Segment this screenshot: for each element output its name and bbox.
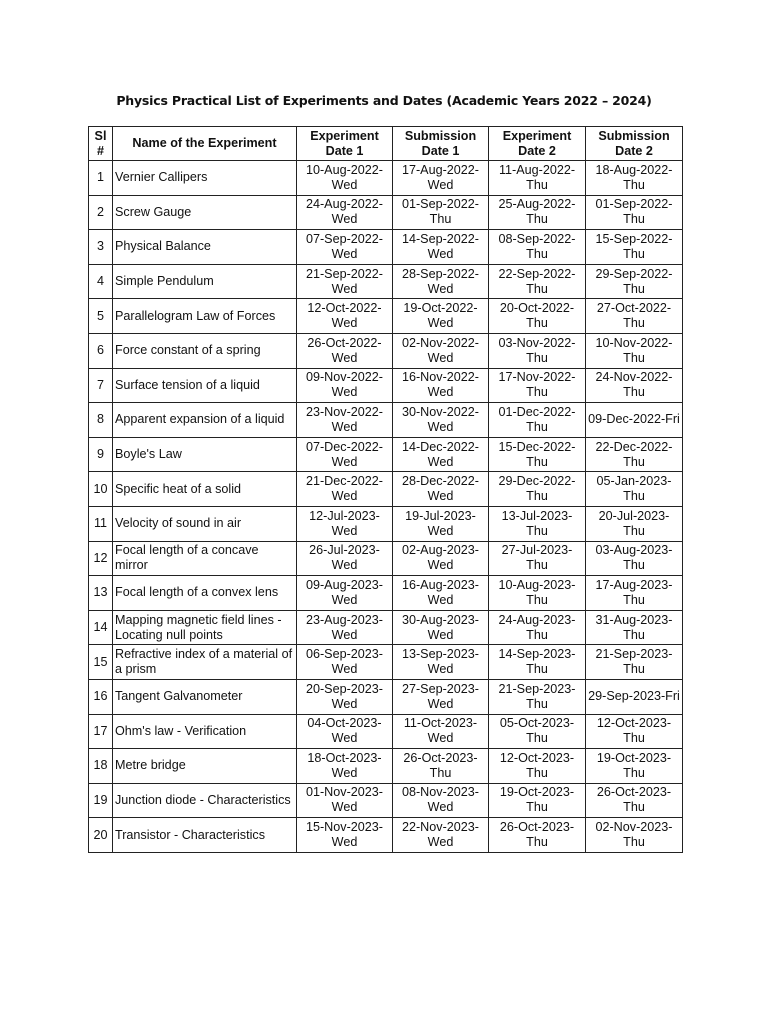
- submission-date-2-cell: 15-Sep-2022-Thu: [586, 230, 683, 265]
- experiment-name-cell: Force constant of a spring: [113, 333, 297, 368]
- submission-date-2-cell: 26-Oct-2023-Thu: [586, 783, 683, 818]
- experiment-name-cell: Junction diode - Characteristics: [113, 783, 297, 818]
- serial-number-cell: 18: [89, 749, 113, 784]
- experiment-name-cell: Specific heat of a solid: [113, 472, 297, 507]
- submission-date-2-cell: 29-Sep-2022-Thu: [586, 264, 683, 299]
- serial-number-cell: 19: [89, 783, 113, 818]
- submission-date-1-cell: 22-Nov-2023-Wed: [393, 818, 489, 853]
- table-row: [89, 645, 683, 680]
- experiment-date-1-cell: 23-Nov-2022-Wed: [297, 403, 393, 438]
- submission-date-1-cell: 14-Dec-2022-Wed: [393, 437, 489, 472]
- experiment-name-cell: Apparent expansion of a liquid: [113, 403, 297, 438]
- serial-number-cell: 16: [89, 679, 113, 714]
- table-row: [89, 403, 683, 438]
- experiment-date-1-cell: 10-Aug-2022-Wed: [297, 161, 393, 196]
- experiment-date-1-cell: 04-Oct-2023-Wed: [297, 714, 393, 749]
- table-row: [89, 818, 683, 853]
- experiment-date-1-cell: 12-Oct-2022-Wed: [297, 299, 393, 334]
- experiment-name-cell: Ohm's law - Verification: [113, 714, 297, 749]
- serial-number-cell: 4: [89, 264, 113, 299]
- submission-date-2-cell: 10-Nov-2022-Thu: [586, 333, 683, 368]
- serial-number-cell: 2: [89, 195, 113, 230]
- header-experiment-name: Name of the Experiment: [113, 127, 297, 161]
- experiment-date-2-cell: 05-Oct-2023-Thu: [489, 714, 586, 749]
- table-row: [89, 541, 683, 576]
- experiment-name-cell: Boyle's Law: [113, 437, 297, 472]
- table-row: [89, 437, 683, 472]
- submission-date-2-cell: 05-Jan-2023-Thu: [586, 472, 683, 507]
- submission-date-2-cell: 22-Dec-2022-Thu: [586, 437, 683, 472]
- experiment-name-cell: Surface tension of a liquid: [113, 368, 297, 403]
- table-row: [89, 506, 683, 541]
- table-row: [89, 299, 683, 334]
- experiment-date-2-cell: 01-Dec-2022-Thu: [489, 403, 586, 438]
- experiment-date-1-cell: 23-Aug-2023-Wed: [297, 610, 393, 645]
- experiment-name-cell: Transistor - Characteristics: [113, 818, 297, 853]
- table-row: [89, 714, 683, 749]
- experiment-date-1-cell: 07-Sep-2022-Wed: [297, 230, 393, 265]
- table-row: [89, 679, 683, 714]
- table-header-row: [89, 127, 683, 161]
- submission-date-1-cell: 02-Nov-2022-Wed: [393, 333, 489, 368]
- experiment-date-1-cell: 21-Sep-2022-Wed: [297, 264, 393, 299]
- experiment-name-cell: Physical Balance: [113, 230, 297, 265]
- experiment-date-2-cell: 20-Oct-2022-Thu: [489, 299, 586, 334]
- submission-date-1-cell: 16-Nov-2022-Wed: [393, 368, 489, 403]
- submission-date-2-cell: 01-Sep-2022-Thu: [586, 195, 683, 230]
- experiment-date-2-cell: 10-Aug-2023-Thu: [489, 576, 586, 611]
- submission-date-2-cell: 20-Jul-2023-Thu: [586, 506, 683, 541]
- serial-number-cell: 1: [89, 161, 113, 196]
- experiment-date-2-cell: 17-Nov-2022-Thu: [489, 368, 586, 403]
- experiment-date-2-cell: 11-Aug-2022-Thu: [489, 161, 586, 196]
- serial-number-cell: 5: [89, 299, 113, 334]
- experiment-date-2-cell: 08-Sep-2022-Thu: [489, 230, 586, 265]
- experiment-name-cell: Mapping magnetic field lines - Locating null points: [113, 610, 297, 645]
- serial-number-cell: 9: [89, 437, 113, 472]
- experiment-date-1-cell: 01-Nov-2023-Wed: [297, 783, 393, 818]
- experiment-date-1-cell: 20-Sep-2023-Wed: [297, 679, 393, 714]
- experiment-date-2-cell: 26-Oct-2023-Thu: [489, 818, 586, 853]
- experiment-date-1-cell: 26-Oct-2022-Wed: [297, 333, 393, 368]
- serial-number-cell: 8: [89, 403, 113, 438]
- experiment-date-2-cell: 22-Sep-2022-Thu: [489, 264, 586, 299]
- experiment-name-cell: Metre bridge: [113, 749, 297, 784]
- table-row: [89, 472, 683, 507]
- experiment-date-2-cell: 12-Oct-2023-Thu: [489, 749, 586, 784]
- experiment-date-2-cell: 27-Jul-2023-Thu: [489, 541, 586, 576]
- experiment-name-cell: Tangent Galvanometer: [113, 679, 297, 714]
- table-body: [89, 161, 683, 853]
- experiment-date-2-cell: 21-Sep-2023-Thu: [489, 679, 586, 714]
- table-row: [89, 576, 683, 611]
- experiment-date-1-cell: 24-Aug-2022-Wed: [297, 195, 393, 230]
- submission-date-1-cell: 02-Aug-2023-Wed: [393, 541, 489, 576]
- experiment-date-2-cell: 14-Sep-2023-Thu: [489, 645, 586, 680]
- submission-date-2-cell: 31-Aug-2023-Thu: [586, 610, 683, 645]
- experiment-name-cell: Simple Pendulum: [113, 264, 297, 299]
- experiment-date-1-cell: 09-Nov-2022-Wed: [297, 368, 393, 403]
- submission-date-1-cell: 26-Oct-2023-Thu: [393, 749, 489, 784]
- experiment-name-cell: Velocity of sound in air: [113, 506, 297, 541]
- page-title: Physics Practical List of Experiments and Dates (Academic Years 2022 – 2024): [116, 93, 652, 108]
- serial-number-cell: 6: [89, 333, 113, 368]
- table-row: [89, 749, 683, 784]
- table-row: [89, 368, 683, 403]
- submission-date-2-cell: 02-Nov-2023-Thu: [586, 818, 683, 853]
- submission-date-2-cell: 21-Sep-2023-Thu: [586, 645, 683, 680]
- experiment-date-2-cell: 03-Nov-2022-Thu: [489, 333, 586, 368]
- submission-date-1-cell: 08-Nov-2023-Wed: [393, 783, 489, 818]
- submission-date-2-cell: 27-Oct-2022-Thu: [586, 299, 683, 334]
- submission-date-1-cell: 13-Sep-2023-Wed: [393, 645, 489, 680]
- experiment-date-1-cell: 26-Jul-2023-Wed: [297, 541, 393, 576]
- serial-number-cell: 17: [89, 714, 113, 749]
- submission-date-2-cell: 18-Aug-2022-Thu: [586, 161, 683, 196]
- submission-date-1-cell: 27-Sep-2023-Wed: [393, 679, 489, 714]
- header-submission-date-2: Submission Date 2: [586, 127, 683, 161]
- serial-number-cell: 13: [89, 576, 113, 611]
- submission-date-1-cell: 19-Jul-2023-Wed: [393, 506, 489, 541]
- serial-number-cell: 3: [89, 230, 113, 265]
- table-row: [89, 333, 683, 368]
- serial-number-cell: 12: [89, 541, 113, 576]
- serial-number-cell: 20: [89, 818, 113, 853]
- experiment-name-cell: Focal length of a concave mirror: [113, 541, 297, 576]
- experiment-date-1-cell: 21-Dec-2022-Wed: [297, 472, 393, 507]
- experiment-name-cell: Vernier Callipers: [113, 161, 297, 196]
- submission-date-1-cell: 28-Dec-2022-Wed: [393, 472, 489, 507]
- submission-date-2-cell: 19-Oct-2023-Thu: [586, 749, 683, 784]
- table-row: [89, 264, 683, 299]
- header-serial-number: Sl #: [89, 127, 113, 161]
- submission-date-1-cell: 16-Aug-2023-Wed: [393, 576, 489, 611]
- experiment-date-2-cell: 25-Aug-2022-Thu: [489, 195, 586, 230]
- experiment-date-2-cell: 13-Jul-2023-Thu: [489, 506, 586, 541]
- submission-date-2-cell: 24-Nov-2022-Thu: [586, 368, 683, 403]
- experiment-date-2-cell: 15-Dec-2022-Thu: [489, 437, 586, 472]
- experiment-name-cell: Refractive index of a material of a prism: [113, 645, 297, 680]
- submission-date-1-cell: 17-Aug-2022-Wed: [393, 161, 489, 196]
- header-experiment-date-2: Experiment Date 2: [489, 127, 586, 161]
- submission-date-1-cell: 30-Nov-2022-Wed: [393, 403, 489, 438]
- experiment-date-1-cell: 09-Aug-2023-Wed: [297, 576, 393, 611]
- submission-date-1-cell: 11-Oct-2023-Wed: [393, 714, 489, 749]
- serial-number-cell: 15: [89, 645, 113, 680]
- header-submission-date-1: Submission Date 1: [393, 127, 489, 161]
- serial-number-cell: 10: [89, 472, 113, 507]
- experiment-name-cell: Screw Gauge: [113, 195, 297, 230]
- table-row: [89, 610, 683, 645]
- experiment-date-2-cell: 29-Dec-2022-Thu: [489, 472, 586, 507]
- submission-date-1-cell: 30-Aug-2023-Wed: [393, 610, 489, 645]
- submission-date-1-cell: 14-Sep-2022-Wed: [393, 230, 489, 265]
- experiment-name-cell: Focal length of a convex lens: [113, 576, 297, 611]
- experiment-date-1-cell: 18-Oct-2023-Wed: [297, 749, 393, 784]
- submission-date-1-cell: 28-Sep-2022-Wed: [393, 264, 489, 299]
- table-row: [89, 161, 683, 196]
- experiment-date-2-cell: 24-Aug-2023-Thu: [489, 610, 586, 645]
- experiments-table: [88, 126, 683, 853]
- experiment-date-1-cell: 07-Dec-2022-Wed: [297, 437, 393, 472]
- experiment-date-2-cell: 19-Oct-2023-Thu: [489, 783, 586, 818]
- experiment-date-1-cell: 15-Nov-2023-Wed: [297, 818, 393, 853]
- serial-number-cell: 11: [89, 506, 113, 541]
- serial-number-cell: 7: [89, 368, 113, 403]
- submission-date-2-cell: 17-Aug-2023-Thu: [586, 576, 683, 611]
- submission-date-2-cell: 12-Oct-2023-Thu: [586, 714, 683, 749]
- table-row: [89, 195, 683, 230]
- experiment-date-1-cell: 12-Jul-2023-Wed: [297, 506, 393, 541]
- experiment-date-1-cell: 06-Sep-2023-Wed: [297, 645, 393, 680]
- table-row: [89, 230, 683, 265]
- header-experiment-date-1: Experiment Date 1: [297, 127, 393, 161]
- serial-number-cell: 14: [89, 610, 113, 645]
- submission-date-1-cell: 01-Sep-2022-Thu: [393, 195, 489, 230]
- table-row: [89, 783, 683, 818]
- experiment-name-cell: Parallelogram Law of Forces: [113, 299, 297, 334]
- submission-date-2-cell: 09-Dec-2022-Fri: [586, 403, 683, 438]
- submission-date-1-cell: 19-Oct-2022-Wed: [393, 299, 489, 334]
- submission-date-2-cell: 29-Sep-2023-Fri: [586, 679, 683, 714]
- submission-date-2-cell: 03-Aug-2023-Thu: [586, 541, 683, 576]
